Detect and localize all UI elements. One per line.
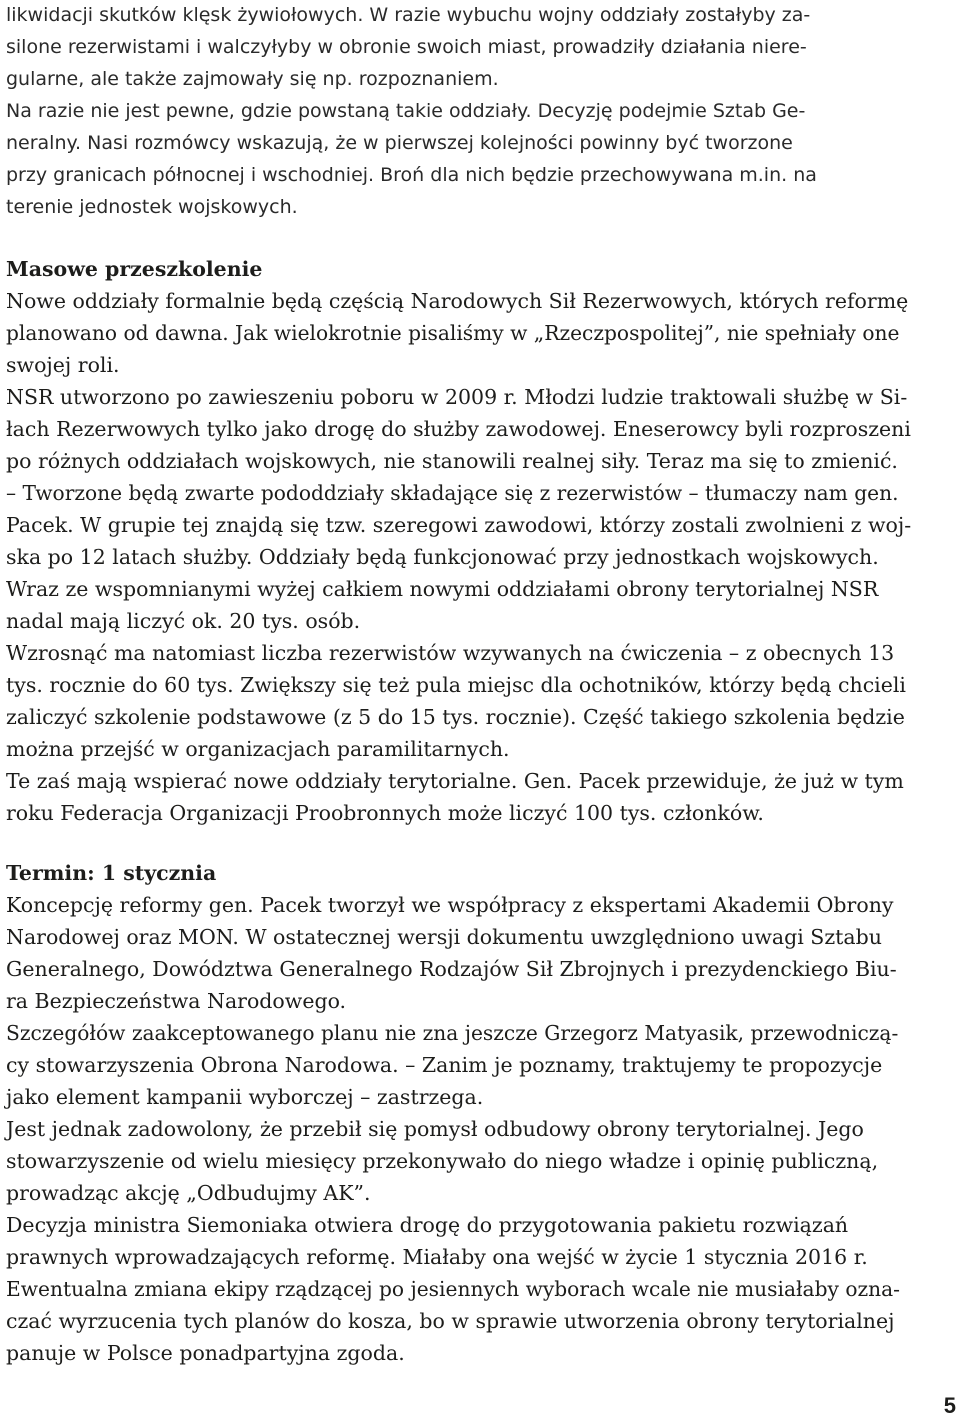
text-line: zaliczyć szkolenie podstawowe (z 5 do 15 tys. rocznie). Część takiego szkolenia będzie: [6, 705, 905, 729]
text-line: jako element kampanii wyborczej – zastrzega.: [6, 1085, 484, 1109]
text-line: Nowe oddziały formalnie będą częścią Narodowych Sił Rezerwowych, których reformę: [6, 289, 909, 313]
text-line: czać wyrzucenia tych planów do kosza, bo w sprawie utworzenia obrony terytorialnej: [6, 1309, 895, 1333]
text-line: – Tworzone będą zwarte pododdziały składające się z rezerwistów – tłumaczy nam gen.: [6, 481, 899, 505]
section-heading: Masowe przeszkolenie: [6, 257, 263, 281]
text-line: panuje w Polsce ponadpartyjna zgoda.: [6, 1341, 405, 1365]
text-line: Wraz ze wspomnianymi wyżej całkiem nowymi oddziałami obrony terytorialnej NSR: [6, 577, 879, 601]
text-line: neralny. Nasi rozmówcy wskazują, że w pierwszej kolejności powinny być tworzone: [6, 132, 793, 154]
text-line: Te zaś mają wspierać nowe oddziały terytorialne. Gen. Pacek przewiduje, że już w tym: [6, 769, 904, 793]
text-line: NSR utworzono po zawieszeniu poboru w 2009 r. Młodzi ludzie traktowali służbę w Si-: [6, 385, 908, 409]
text-line: Na razie nie jest pewne, gdzie powstaną takie oddziały. Decyzję podejmie Sztab Ge-: [6, 100, 806, 122]
text-line: terenie jednostek wojskowych.: [6, 196, 298, 218]
text-line: Decyzja ministra Siemoniaka otwiera drogę do przygotowania pakietu rozwiązań: [6, 1213, 849, 1237]
text-line: Szczegółów zaakceptowanego planu nie zna jeszcze Grzegorz Matyasik, przewodniczą-: [6, 1021, 899, 1045]
text-line: można przejść w organizacjach paramilitarnych.: [6, 737, 510, 761]
text-line: roku Federacja Organizacji Proobronnych może liczyć 100 tys. członków.: [6, 801, 764, 825]
text-line: prowadząc akcję „Odbudujmy AK”.: [6, 1181, 371, 1205]
text-line: Koncepcję reformy gen. Pacek tworzył we współpracy z ekspertami Akademii Obrony: [6, 893, 894, 917]
text-line: łach Rezerwowych tylko jako drogę do służby zawodowej. Eneserowcy byli rozproszeni: [6, 417, 911, 441]
text-line: nadal mają liczyć ok. 20 tys. osób.: [6, 609, 361, 633]
text-line: cy stowarzyszenia Obrona Narodowa. – Zanim je poznamy, traktujemy te propozycje: [6, 1053, 883, 1077]
text-line: Generalnego, Dowództwa Generalnego Rodzajów Sił Zbrojnych i prezydenckiego Biu-: [6, 957, 897, 981]
text-line: Narodowej oraz MON. W ostatecznej wersji dokumentu uwzględniono uwagi Sztabu: [6, 925, 882, 949]
text-line: po różnych oddziałach wojskowych, nie stanowili realnej siły. Teraz ma się to zmienić.: [6, 449, 898, 473]
text-line: gularne, ale także zajmowały się np. rozpoznaniem.: [6, 68, 499, 90]
text-line: ra Bezpieczeństwa Narodowego.: [6, 989, 347, 1013]
text-line: swojej roli.: [6, 353, 120, 377]
page-number: 5: [943, 1393, 956, 1418]
text-line: ska po 12 latach służby. Oddziały będą funkcjonować przy jednostkach wojskowych.: [6, 545, 879, 569]
text-line: Wzrosnąć ma natomiast liczba rezerwistów wzywanych na ćwiczenia – z obecnych 13: [6, 641, 895, 665]
text-line: silone rezerwistami i walczyłyby w obronie swoich miast, prowadziły działania niere-: [6, 36, 807, 58]
text-line: Ewentualna zmiana ekipy rządzącej po jesiennych wyborach wcale nie musiałaby ozna-: [6, 1277, 900, 1301]
text-line: przy granicach północnej i wschodniej. Broń dla nich będzie przechowywana m.in. na: [6, 164, 817, 186]
text-line: likwidacji skutków klęsk żywiołowych. W razie wybuchu wojny oddziały zostałyby za-: [6, 4, 811, 26]
section-heading: Termin: 1 stycznia: [6, 861, 217, 885]
text-line: tys. rocznie do 60 tys. Zwiększy się też pula miejsc dla ochotników, którzy będą chcieli: [6, 673, 906, 697]
text-line: stowarzyszenie od wielu miesięcy przekonywało do niego władze i opinię publiczną,: [6, 1149, 879, 1173]
text-line: Jest jednak zadowolony, że przebił się pomysł odbudowy obrony terytorialnej. Jego: [6, 1117, 864, 1141]
text-line: Pacek. W grupie tej znajdą się tzw. szeregowi zawodowi, którzy zostali zwolnieni z woj-: [6, 513, 912, 537]
text-line: prawnych wprowadzających reformę. Miałaby ona wejść w życie 1 stycznia 2016 r.: [6, 1245, 868, 1269]
text-line: planowano od dawna. Jak wielokrotnie pisaliśmy w „Rzeczpospolitej”, nie spełniały one: [6, 321, 900, 345]
